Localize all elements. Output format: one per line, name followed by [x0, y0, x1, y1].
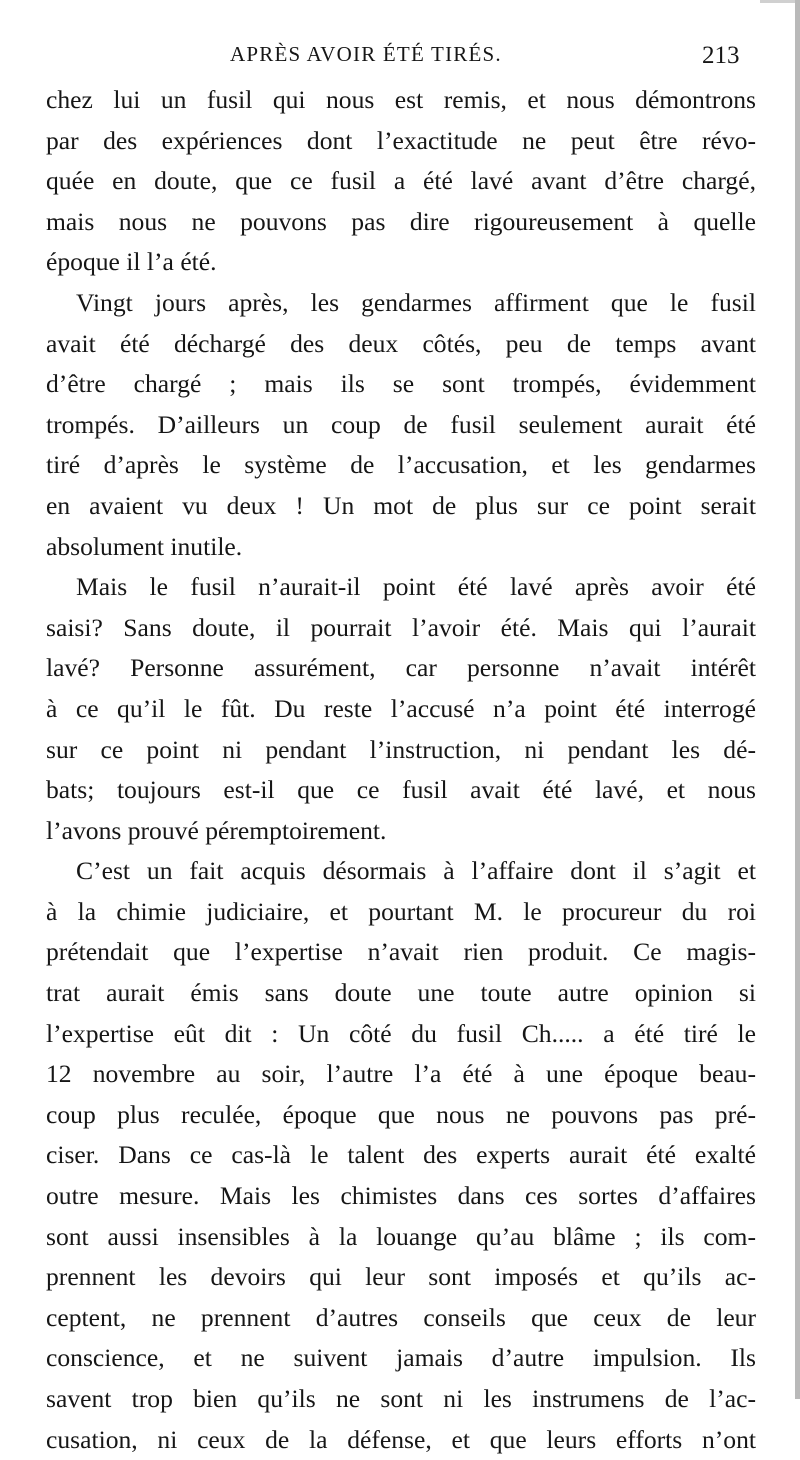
text-line: Vingt jours après, les gendarmes affirment que le fusil	[76, 287, 756, 317]
text-line: ciser. Dans ce cas-là le talent des experts aurait été exalté	[46, 1140, 756, 1170]
text-line: trat aurait émis sans doute une toute autre opinion si	[46, 978, 756, 1008]
text-line: chez lui un fusil qui nous est remis, et nous démontrons	[46, 85, 756, 114]
text-line: par des expériences dont l’exactitude ne peut être révo-	[46, 125, 756, 155]
text-line: l’avons prouvé péremptoirement.	[46, 815, 387, 845]
text-line: absolument inutile.	[46, 531, 243, 561]
text-line: à la chimie judiciaire, et pourtant M. le procureur du roi	[46, 896, 756, 926]
text-line: quée en doute, que ce fusil a été lavé avant d’être chargé,	[46, 166, 756, 196]
page-number: 213	[702, 42, 740, 69]
text-line: outre mesure. Mais les chimistes dans ces sortes d’affaires	[46, 1181, 756, 1211]
text-line: tiré d’après le système de l’accusation, et les gendarmes	[46, 450, 756, 480]
text-line: époque il l’a été.	[46, 247, 217, 277]
scan-top-edge	[760, 0, 800, 3]
text-line: prennent les devoirs qui leur sont imposés et qu’ils ac-	[46, 1262, 756, 1292]
text-line: conscience, et ne suivent jamais d’autre impulsion. Ils	[46, 1343, 756, 1373]
text-line: saisi? Sans doute, il pourrait l’avoir été. Mais qui l’aurait	[46, 612, 756, 642]
text-line: coup plus reculée, époque que nous ne pouvons pas pré-	[46, 1099, 756, 1129]
running-title: APRÈS AVOIR ÉTÉ TIRÉS.	[230, 42, 502, 66]
text-line: en avaient vu deux ! Un mot de plus sur ce point serait	[46, 490, 756, 520]
text-line: prétendait que l’expertise n’avait rien produit. Ce magis-	[46, 937, 756, 967]
text-line: sont aussi insensibles à la louange qu’au blâme ; ils com-	[46, 1221, 756, 1251]
text-line: 12 novembre au soir, l’autre l’a été à une époque beau-	[46, 1059, 756, 1089]
text-line: avait été déchargé des deux côtés, peu de temps avant	[46, 328, 756, 358]
text-line: sur ce point ni pendant l’instruction, ni pendant les dé-	[46, 734, 756, 764]
scan-right-edge	[795, 0, 800, 1399]
text-line: l’expertise eût dit : Un côté du fusil Ch..... a été tiré le	[46, 1018, 756, 1048]
text-line: ceptent, ne prennent d’autres conseils que ceux de leur	[46, 1302, 756, 1332]
text-line: d’être chargé ; mais ils se sont trompés, évidemment	[46, 369, 756, 399]
text-line: mais nous ne pouvons pas dire rigoureusement à quelle	[46, 206, 756, 236]
text-line: savent trop bien qu’ils ne sont ni les instrumens de l’ac-	[46, 1384, 756, 1413]
text-line: lavé? Personne assurément, car personne n’avait intérêt	[46, 653, 756, 683]
body-text	[46, 80, 756, 1460]
text-line: cusation, ni ceux de la défense, et que leurs efforts n’ont	[46, 1424, 756, 1454]
text-line: Mais le fusil n’aurait-il point été lavé après avoir été	[76, 572, 756, 602]
text-line: bats; toujours est-il que ce fusil avait été lavé, et nous	[46, 775, 756, 805]
text-line: C’est un fait acquis désormais à l’affaire dont il s’agit et	[76, 856, 756, 886]
text-line: à ce qu’il le fût. Du reste l’accusé n’a point été interrogé	[46, 693, 756, 723]
running-head	[0, 40, 800, 80]
text-line: trompés. D’ailleurs un coup de fusil seulement aurait été	[46, 409, 756, 439]
